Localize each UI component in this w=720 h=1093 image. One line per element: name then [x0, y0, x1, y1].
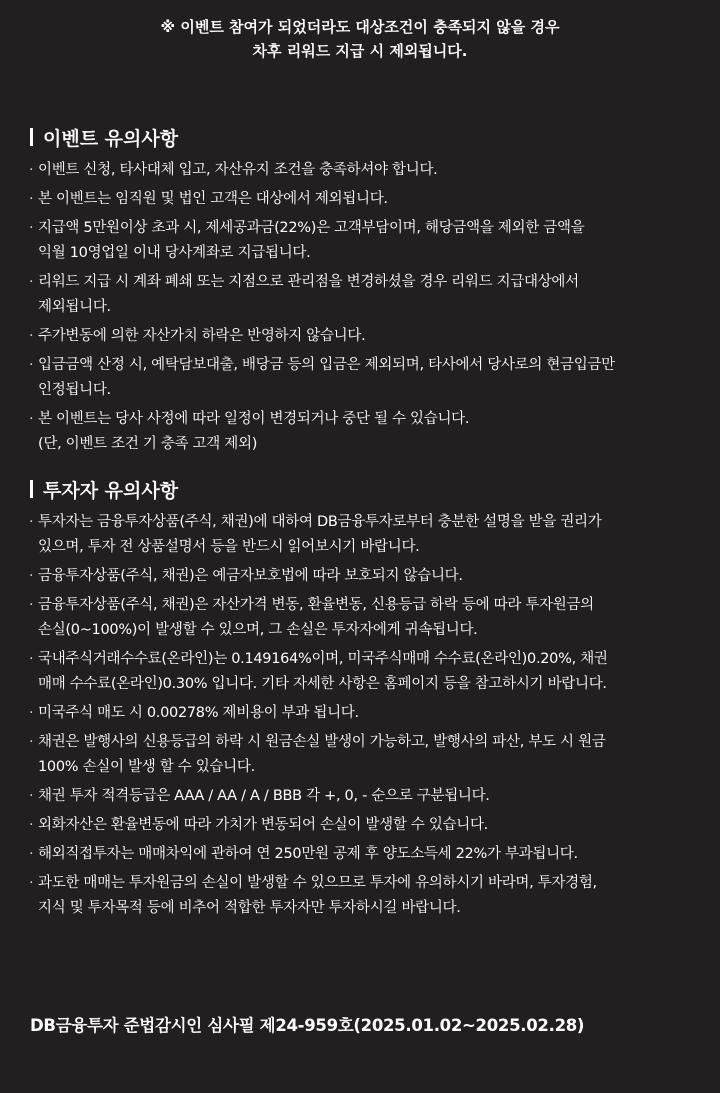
section-title: 이벤트 유의사항 — [43, 127, 179, 150]
heading-bar-icon — [30, 128, 33, 146]
list-item — [30, 593, 690, 643]
compliance-review-number: DB금융투자 준법감시인 심사필 제24-959호(2025.01.02~2025.02.28) — [30, 1016, 585, 1035]
list-item — [30, 216, 690, 266]
list-item-line: 입금금액 산정 시, 예탁담보대출, 배당금 등의 입금은 제외되며, 타사에서 당사로의 현금입금만 — [38, 357, 615, 373]
bullet-dot-icon: · — [29, 220, 34, 236]
bullet-dot-icon: · — [29, 788, 34, 804]
bullet-dot-icon: · — [29, 191, 34, 207]
list-item-line: 익월 10영업일 이내 당사계좌로 지급됩니다. — [38, 245, 311, 261]
heading-bar-icon — [30, 480, 33, 498]
bullet-dot-icon: · — [29, 357, 34, 373]
list-item — [30, 510, 690, 560]
list-item — [30, 647, 690, 697]
list-item-line: 국내주식거래수수료(온라인)는 0.149164%이며, 미국주식매매 수수료(온라인)0.20%, 채권 — [38, 651, 608, 667]
list-item-line: 매매 수수료(온라인)0.30% 입니다. 기타 자세한 사항은 홈페이지 등을 참고하시기 바랍니다. — [38, 676, 607, 692]
list-item — [30, 730, 690, 780]
event-cautions-list — [30, 158, 690, 457]
bullet-dot-icon: · — [29, 162, 34, 178]
list-item-line: 외화자산은 환율변동에 따라 가치가 변동되어 손실이 발생할 수 있습니다. — [38, 817, 488, 833]
bullet-dot-icon: · — [29, 568, 34, 584]
list-item-line: 있으며, 투자 전 상품설명서 등을 반드시 읽어보시기 바랍니다. — [38, 539, 420, 555]
list-item-line: 해외직접투자는 매매차익에 관하여 연 250만원 공제 후 양도소득세 22%가 부과됩니다. — [38, 846, 578, 862]
bullet-dot-icon: · — [29, 411, 34, 427]
list-item — [30, 158, 690, 183]
event-cautions-section — [30, 123, 690, 457]
list-item-line: 손실(0~100%)이 발생할 수 있으며, 그 손실은 투자자에게 귀속됩니다. — [38, 622, 478, 638]
bullet-dot-icon: · — [29, 875, 34, 891]
list-item-line: (단, 이벤트 조건 기 충족 고객 제외) — [38, 436, 258, 452]
list-item-line: 채권은 발행사의 신용등급의 하락 시 원금손실 발생이 가능하고, 발행사의 파산, 부도 시 원금 — [38, 734, 606, 750]
list-item-line: 투자자는 금융투자상품(주식, 채권)에 대하여 DB금융투자로부터 충분한 설명을 받을 권리가 — [38, 514, 602, 530]
list-item-line: 지식 및 투자목적 등에 비추어 적합한 투자자만 투자하시길 바랍니다. — [38, 900, 461, 916]
bullet-dot-icon: · — [29, 274, 34, 290]
bullet-dot-icon: · — [29, 705, 34, 721]
list-item — [30, 270, 690, 320]
bullet-dot-icon: · — [29, 514, 34, 530]
section-heading — [30, 475, 690, 503]
section-heading — [30, 123, 690, 151]
bullet-dot-icon: · — [29, 597, 34, 613]
notice-line-1: ※ 이벤트 참여가 되었더라도 대상조건이 충족되지 않을 경우 — [160, 18, 560, 36]
list-item — [30, 842, 690, 867]
bullet-dot-icon: · — [29, 846, 34, 862]
list-item-line: 금융투자상품(주식, 채권)은 자산가격 변동, 환율변동, 신용등급 하락 등에 따라 투자원금의 — [38, 597, 594, 613]
list-item — [30, 701, 690, 726]
list-item — [30, 813, 690, 838]
list-item-line: 100% 손실이 발생 할 수 있습니다. — [38, 759, 255, 775]
list-item — [30, 564, 690, 589]
list-item-line: 주가변동에 의한 자산가치 하락은 반영하지 않습니다. — [38, 328, 366, 344]
list-item — [30, 187, 690, 212]
eligibility-notice — [30, 0, 690, 63]
list-item — [30, 407, 690, 457]
investor-cautions-section — [30, 475, 690, 921]
list-item-line: 채권 투자 적격등급은 AAA / AA / A / BBB 각 +, 0, - 순으로 구분됩니다. — [38, 788, 490, 804]
list-item-line: 미국주식 매도 시 0.00278% 제비용이 부과 됩니다. — [38, 705, 359, 721]
list-item-line: 리워드 지급 시 계좌 폐쇄 또는 지점으로 관리점을 변경하셨을 경우 리워드 지급대상에서 — [38, 274, 579, 290]
bullet-dot-icon: · — [29, 328, 34, 344]
list-item-line: 인정됩니다. — [38, 382, 111, 398]
list-item-line: 이벤트 신청, 타사대체 입고, 자산유지 조건을 충족하셔야 합니다. — [38, 162, 438, 178]
section-title: 투자자 유의사항 — [43, 479, 179, 502]
list-item-line: 지급액 5만원이상 초과 시, 제세공과금(22%)은 고객부담이며, 해당금액을 제외한 금액을 — [38, 220, 585, 236]
list-item-line: 과도한 매매는 투자원금의 손실이 발생할 수 있으므로 투자에 유의하시기 바라며, 투자경험, — [38, 875, 597, 891]
list-item — [30, 353, 690, 403]
bullet-dot-icon: · — [29, 734, 34, 750]
notice-line-2: 차후 리워드 지급 시 제외됩니다. — [252, 42, 468, 60]
bullet-dot-icon: · — [29, 817, 34, 833]
bullet-dot-icon: · — [29, 651, 34, 667]
list-item-line: 본 이벤트는 당사 사정에 따라 일정이 변경되거나 중단 될 수 있습니다. — [38, 411, 470, 427]
list-item-line: 본 이벤트는 임직원 및 법인 고객은 대상에서 제외됩니다. — [38, 191, 388, 207]
list-item-line: 제외됩니다. — [38, 299, 111, 315]
list-item — [30, 324, 690, 349]
list-item — [30, 871, 690, 921]
list-item — [30, 784, 690, 809]
investor-cautions-list — [30, 510, 690, 921]
list-item-line: 금융투자상품(주식, 채권)은 예금자보호법에 따라 보호되지 않습니다. — [38, 568, 463, 584]
